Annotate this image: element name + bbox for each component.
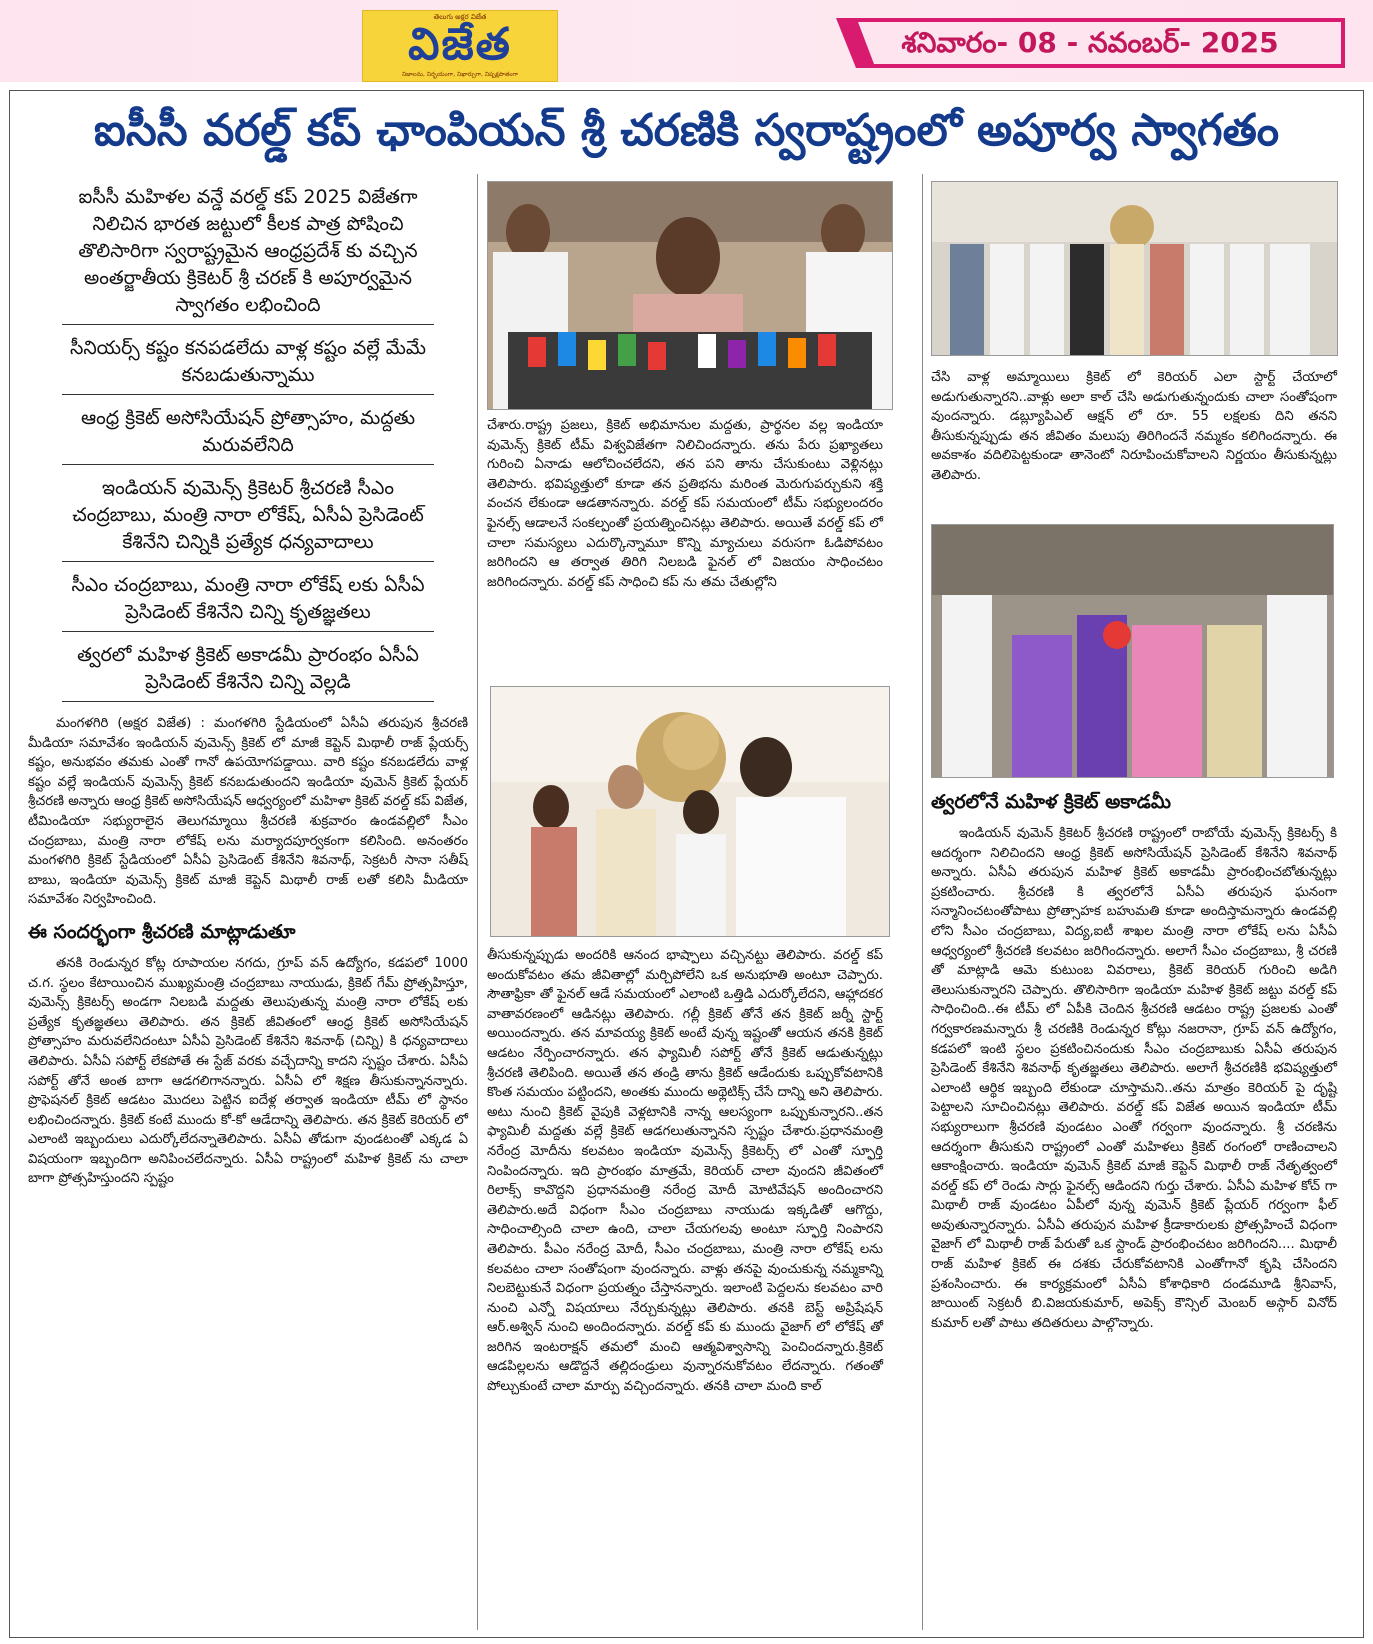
paragraph: తనకి రెండున్నర కోట్ల రూపాయల నగదు, గ్రూప్ వన్ ఉద్యోగం, కడపలో 1000 చ.గ. స్థలం కేటాయించిన ముఖ్యమంత్రి చంద్రబాబు నాయుడు, క్రికెట్ గేమ్ ప్రోత్సహిస్తూ, వుమెన్స్ క్రికెటర్స్ అండగా నిలబడి మద్దతు తెలుపుతున్న మంత్రి నారా లోకేష్ లకు ప్రత్యేక కృతజ్ఞతలు తెలిపారు. తన క్రికెట్ జీవితంలో ఆంధ్ర క్రికెట్ అసోసియేషన్ ప్రోత్సాహం మరువలేనిదంటూ ఏసీఏ ప్రెసిడెంట్ కేశినేని శివనాథ్ (చిన్ని) కి ధన్యవాదాలు తెలిపారు. ఏసీఏ సపోర్ట్ లేకపోతే ఈ స్టేజ్ వరకు వచ్చేదాన్ని కాదని స్పష్టం చేశారు. ఏసీఏ సపోర్ట్ తోనే అంత బాగా ఆడగలిగానన్నారు. ఏసీఏ లో శిక్షణ తీసుకున్నానన్నారు. ప్రొఫెషనల్ క్రికెట్ ఆడటం మొదలు పెట్టిన ఐదేళ్ల తర్వాత ఇండియా టీమ్ లో స్థానం లభించిందన్నారు. క్రికెట్ కంటే ముందు కో-కో ఆడేదాన్ని తెలిపారు. తన క్రికెట్ కెరియర్ లో ఎలాంటి ఇబ్బందులు ఎదుర్కోలేదన్నాతెలిపారు. ఏసీఏ తోడుగా వుండటంతో ఎక్కడ ఏ విషయంగా ఇబ్బందిగా అనిపించలేదన్నారు. ఏసీఏ రాష్ట్రంలో మహిళ క్రికెట్ ను చాలా బాగా ప్రోత్సహిస్తుందని స్పష్టం — [28, 955, 468, 1187]
main-headline: ఐసీసీ వరల్డ్ కప్ ఛాంపియన్ శ్రీ చరణికి స్వరాష్ట్రంలో అపూర్వ స్వాగతం — [93, 105, 1280, 156]
paragraph: తీసుకున్నప్పుడు అందరికి ఆనంద భాష్పాలు వచ్చినట్టు తెలిపారు. వరల్డ్ కప్ అందుకోవటం తమ జీవితాల్లో మర్చిపోలేని ఒక అనుభూతి అంటూ చెప్పారు. సౌతాఫ్రికా తో ఫైనల్ ఆడే సమయంలో ఎలాంటి ఒత్తిడి ఎదుర్కోలేదని, ఆహ్లాదకర వాతావరణంలో ఆడినట్లు తెలిపారు. గల్లీ క్రికెట్ తోనే తన క్రికెట్ జర్నీ స్టార్ట్ అయిందన్నారు. తన మావయ్య క్రికెట్ అంటే వున్న ఇష్టంతో ఆయన తనకి క్రికెట్ ఆడటం నేర్పించారన్నారు. తన ఫ్యామిలీ సపోర్ట్ తోనే క్రికెట్ ఆడుతున్నట్లు శ్రీచరణి తెలిపింది. అయితే తన తండ్రి తాను క్రికెట్ ఆడేందుకు ఒప్పుకోవటానికి కొంత సమయం పట్టిందని, అంతకు ముందు అథ్లెటిక్స్ చేసే దాన్ని అని తెలిపారు. అటు నుంచి క్రికెట్ వైపుకి వెళ్లటానికి నాన్న ఆలస్యంగా ఒప్పుకున్నారని..తన ఫ్యామిలీ మద్దతు వల్లే క్రికెట్ ఆడగలుతున్నానని స్పష్టం చేశారు.ప్రధానమంత్రి నరేంద్ర మోదీను కలవటం ఇండియా వుమెన్స్ క్రికెటర్స్ లో ఎంతో స్ఫూర్తి నింపిందన్నారు. ఇది ప్రారంభం మాత్రమే, కెరియర్ చాలా వుందని జీవితంలో రిలాక్స్ కావొద్దని ప్రధానమంత్రి నరేంద్ర మోదీ మోటివేషన్ అందించారని తెలిపారు.అదే విధంగా సీఎం చంద్రబాబు నాయుడు ఇక్కడితో ఆగొద్దు, సాధించాల్సింది చాలా ఉంది, చాలా చేయగలవు అంటూ స్ఫూర్తి నింపారని తెలిపారు. పీఎం నరేంద్ర మోదీ, సీఎం చంద్రబాబు, మంత్రి నారా లోకేష్ లను కలవటం చాలా సంతోషంగా వుందన్నారు. వాళ్లు తనపై వుంచుకున్న నమ్మకాన్ని నిలబెట్టుకునే విధంగా ప్రయత్నం చేస్తానన్నారు. ఇలాంటి పెద్దలను కలవటం వారి నుంచి ఎన్నో విషయాలు నేర్చుకున్నట్లు తెలిపారు. తనకి బెస్ట్ అప్రిషేషన్ ఆర్.అశ్విన్ నుంచి అందిందన్నారు. వరల్డ్ కప్ కు ముందు వైజాగ్ లో లోకేష్ తో జరిగిన ఇంటరాక్షన్ తమలో మంచి ఆత్మవిశ్వాసాన్ని పెంచిందన్నారు.క్రికెట్ ఆడపిల్లలను ఆడొద్దనే తల్లిదండ్రులు వున్నారనుకోవటం లేదన్నారు. గతంతో పోల్చుకుంటే చాలా మార్పు వచ్చిందన్నారు. తనకి చాలా మంది కాల్ — [487, 948, 883, 1395]
highlight: సీఎం చంద్రబాబు, మంత్రి నారా లోకేష్ లకు ఏసీఏ ప్రెసిడెంట్ కేశినేని చిన్ని కృతజ్ఞతలు — [62, 566, 434, 632]
column-divider — [477, 174, 478, 1630]
felicitation-photo — [931, 524, 1334, 778]
issue-date: శనివారం- 08 - నవంబర్- 2025 — [901, 26, 1279, 59]
group-photo — [931, 181, 1338, 356]
subheading: త్వరలోనే మహిళ క్రికెట్ అకాడమీ — [931, 791, 1171, 813]
middle-column-text — [487, 946, 883, 1397]
logo-tagline: తెలుగు అక్షర విజేత — [433, 13, 487, 21]
left-column — [28, 178, 468, 1189]
right-column-text — [931, 368, 1337, 486]
highlight: త్వరలో మహిళ క్రికెట్ అకాడమీ ప్రారంభం ఏసీఏ ప్రెసిడెంట్ కేశినేని చిన్ని వెల్లడి — [62, 636, 434, 702]
highlight: సీనియర్స్ కష్టం కనపడలేదు వాళ్ల కష్టం వల్లే మేమే కనబడుతున్నాము — [62, 329, 434, 395]
masthead-logo[interactable] — [362, 10, 558, 82]
paragraph: చేశారు.రాష్ట్ర ప్రజలు, క్రికెట్ అభిమానుల మద్దతు, ప్రార్థనల వల్ల ఇండియా వుమెన్స్ క్రికెట్ టీమ్ విశ్వవిజేతగా నిలిచిందన్నారు. తను పేరు ప్రఖ్యాతలు గురించి ఏనాడు ఆలోచించలేదని, తన పని తాను చేసుకుంటు వెళ్లినట్లు తెలిపారు. భవిష్యత్తులో కూడా తన ప్రతిభను మరింత మెరుగుపర్చుకుని శక్తి వంచన లేకుండా ఆడతానన్నారు. వరల్డ్ కప్ సమయంలో టీమ్ సభ్యులందరం ఫైనల్స్ ఆడాలనే సంకల్పంతో ప్రయత్నించినట్లు తెలిపారు. అయితే వరల్డ్ కప్ లో చాలా సమస్యలు ఎదుర్కొన్నామూ కొన్ని మ్యాచులు వరుసగా ఓడిపోవటం జరిగిందని ఆ తర్వాత తిరిగి నిలబడి ఫైనల్ లో విజయం సాధించటం జరిగిందన్నారు. వరల్డ్ కప్ సాధించి కప్ ను తమ చేతుల్లోని — [487, 418, 883, 590]
paragraph: చేసి వాళ్ల అమ్మాయిలు క్రికెట్ లో కెరియర్ ఎలా స్టార్ట్ చేయాలో అడుగుతున్నారని..వాళ్లు అలా కాల్ చేసి అడుగుతున్నందుకు చాలా సంతోషంగా వుందన్నారు. డబ్ల్యూపిఎల్ ఆక్షన్ లో రూ. 55 లక్షలకు దిని తనని తీసుకున్నప్పుడు తన జీవితం మలుపు తిరిగిందనే నమ్మకం కలిగిందన్నారు. ఈ అవకాశం వదిలిపెట్టకుండా తానెంటో నిరూపించుకోవాలని నిర్ణయం తీసుకున్నట్లు తెలిపారు. — [931, 370, 1337, 483]
article-body — [28, 714, 468, 1189]
highlight: ఆంధ్ర క్రికెట్ అసోసియేషన్ ప్రోత్సాహం, మద్దతు మరువలేనిది — [62, 399, 434, 465]
press-meet-photo — [487, 181, 893, 410]
highlight: ఐసీసీ మహిళల వన్డే వరల్డ్ కప్ 2025 విజేతగా నిలిచిన భారత జట్టులో కీలక పాత్ర పోషించి తొలిసారిగా స్వరాష్ట్రమైన ఆంధ్రప్రదేశ్ కు వచ్చిన అంతర్జాతీయ క్రికెటర్ శ్రీ చరణ్ కి అపూర్వమైన స్వాగతం లభించింది — [62, 178, 434, 325]
column-divider — [922, 174, 923, 1630]
logo-name: విజేత — [408, 19, 512, 70]
middle-column-text — [487, 416, 883, 592]
logo-subtagline: నిజాలను, నిర్భయంగా, నిఖార్సుగా, నిష్పక్షపాతంగా — [401, 71, 519, 78]
right-column-text — [931, 784, 1337, 1333]
subheading: ఈ సందర్భంగా శ్రీచరణి మాట్లాడుతూ — [28, 920, 296, 943]
paragraph: మంగళగిరి (అక్షర విజేత) : మంగళగిరి స్టేడియంలో ఏసీఏ తరుపున శ్రీచరణి మీడియా సమావేశం ఇండియన్ వుమెన్స్ క్రికెట్ లో మాజీ కెప్టెన్ మిథాలీ రాజ్ ప్లేయర్స్ కష్టం, అనుభవం తమకు ఎంతో గానో ఉపయోగపడ్డాయి. వారి కష్టం కనబడలేదు వాళ్ల కష్టం వల్లే ఇండియన్ వుమెన్స్ క్రికెట్ కనబడుతుందని ఇండియా వుమెన్ క్రికెట్ ప్లేయర్ శ్రీచరణి అన్నారు ఆంధ్ర క్రికెట్ అసోసియేషన్ ఆధ్వర్యంలో మహిళా క్రికెట్ వరల్డ్ కప్ విజేత, టీమిండియా సభ్యురాలైన తెలుగమ్మాయి శ్రీచరణి శుక్రవారం ఉండవల్లిలో సీఎం చంద్రబాబు, మంత్రి నారా లోకేష్ లను మర్యాదపూర్వకంగా కలిసింది. అనంతరం మంగళగిరి క్రికెట్ స్టేడియంలో ఏసీఏ ప్రెసిడెంట్ కేశినేని శివనాథ్, సెక్రటరీ సానా సతీష్ బాబు, ఇండియా వుమెన్స్ క్రికెట్ మాజీ కెప్టెన్ మిథాలీ రాజ్ లతో కలిసి మీడియా సమావేశం నిర్వహించింది. — [28, 716, 468, 908]
cm-meeting-photo — [490, 686, 890, 937]
highlight: ఇండియన్ వుమెన్స్ క్రికెటర్ శ్రీచరణి సీఎం చంద్రబాబు, మంత్రి నారా లోకేష్, ఏసీఏ ప్రెసిడెంట్ కేశినేని చిన్నికి ప్రత్యేక ధన్యవాదాలు — [62, 469, 434, 562]
paragraph: ఇండియన్ వుమెన్ క్రికెటర్ శ్రీచరణి రాష్ట్రంలో రాబోయే వుమెన్స్ క్రికెటర్స్ కి ఆదర్శంగా నిలిచిందని ఆంధ్ర క్రికెట్ అసోసియేషన్ ప్రెసిడెంట్ కేశినేని శివనాథ్ అన్నారు. ఏసీఏ తరుపున మహిళ క్రికెట్ అకాడమీ ప్రారంభించబోతున్నట్లు ప్రకటించారు. శ్రీచరణి కి త్వరలోనే ఏసీఏ తరుపున ఘనంగా సన్మానించటంతోపాటు ప్రోత్సాహక బహుమతి కూడా అందిస్తామన్నారు ఉండవల్లి లోని సీఎం చంద్రబాబు, విద్య,ఐటీ శాఖల మంత్రి నారా లోకేష్ లను ఏసీఏ ఆధ్వర్యంలో శ్రీచరణి కలవటం జరిగిందన్నారు. అలాగే సీఎం చంద్రబాబు, శ్రీ చరణి తో మాట్లాడి ఆమె కుటుంబ వివరాలు, క్రికెట్ కెరియర్ గురించి అడిగి తెలుసుకున్నారని చెప్పారు. తొలిసారిగా ఇండియా మహిళ క్రికెట్ జట్టు వరల్డ్ కప్ సాధించింది..ఈ టీమ్ లో ఏపీకి చెందిన శ్రీచరణి ఆడటం రాష్ట్ర ప్రజలకు ఎంతో గర్వకారణమన్నారు శ్రీ చరణికి రెండున్నర కోట్లు నజరానా, గ్రూప్ వన్ ఉద్యోగం, కడపలో ఇంటి స్థలం ప్రకటించినందుకు సీఎం చంద్రబాబుకు ఏసీఏ తరుపున ప్రెసిడెంట్ కేశినేని శివనాథ్ కృతజ్ఞతలు తెలిపారు. అలాగే శ్రీచరణికి భవిష్యత్తులో ఎలాంటి ఆర్థిక ఇబ్బంది లేకుండా చూస్తామని..తను మాత్రం కెరియర్ పై దృష్టి పెట్టాలని సూచించినట్లు తెలిపారు. వరల్డ్ కప్ విజేత అయిన ఇండియా టీమ్ సభ్యురాలుగా శ్రీచరణి వుండటం ఎంతో గర్వంగా వుందన్నారు. శ్రీ చరణిను ఆదర్శంగా తీసుకుని రాష్ట్రంలో ఎంతో మహిళలు క్రికెట్ రంగంలో రాణించాలని ఆకాంక్షించారు. ఇండియా వుమెన్ క్రికెట్ మాజీ కెప్టెన్ మిథాలీ రాజ్ నేతృత్వంలో వరల్డ్ కప్ లో రెండు సార్లు ఫైనల్స్ ఆడిందని గుర్తు చేశారు. ఏసీఏ మహిళ కోచ్ గా మిథాలీ రాజ్ వుండటం ఏపీలో వున్న వుమెన్ క్రికెట్ ప్లేయర్ గర్వంగా ఫీల్ అవుతున్నారన్నారు. ఏసీఏ తరుపున మహిళ క్రీడాకారులకు ప్రోత్సహించే విధంగా వైజాగ్ లో మిథాలీ రాజ్ పేరుతో ఒక స్టాండ్ ప్రారంభించటం జరిగిందని.... మిథాలీ రాజ్ మహిళ క్రికెట్ ఈ దశకు చేరుకోవటానికి ఎంతోగానో కృషి చేసిందని ప్రశంసించారు. ఈ కార్యక్రమంలో ఏసీఏ కోశాధికారి దండమూడి శ్రీనివాస్, జాయింట్ సెక్రటరీ బి.విజయకుమార్, అపెక్స్ కౌన్సిల్ మెంబర్ అస్గార్ వినోద్ కుమార్ లతో పాటు తదితరులు పాల్గొన్నారు. — [931, 826, 1337, 1331]
